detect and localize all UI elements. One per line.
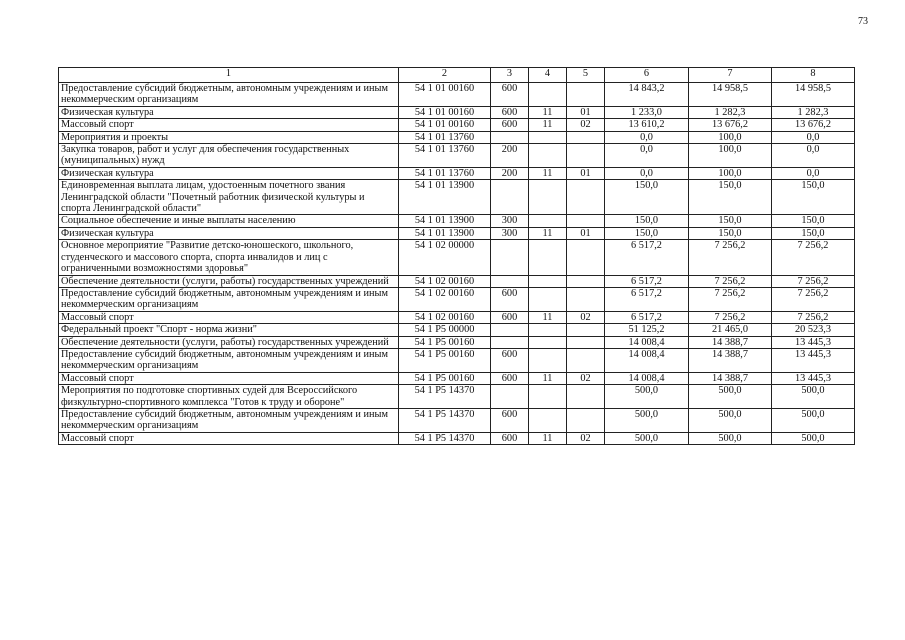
section-cell: [529, 240, 567, 275]
amount-year-3-cell: 0,0: [772, 144, 855, 168]
section-cell: 11: [529, 227, 567, 239]
section-cell: [529, 287, 567, 311]
expense-type-cell: 200: [491, 144, 529, 168]
expense-type-cell: 600: [491, 348, 529, 372]
table-row: [59, 372, 855, 384]
item-name-cell: Физическая культура: [59, 227, 399, 239]
subsection-cell: [567, 240, 605, 275]
amount-year-3-cell: 20 523,3: [772, 324, 855, 336]
amount-year-1-cell: 0,0: [605, 167, 689, 179]
expense-type-cell: 200: [491, 167, 529, 179]
subsection-cell: [567, 324, 605, 336]
section-cell: 11: [529, 167, 567, 179]
target-code-cell: 54 1 01 13900: [399, 227, 491, 239]
item-name-cell: Массовый спорт: [59, 372, 399, 384]
amount-year-1-cell: 14 008,4: [605, 348, 689, 372]
target-code-cell: 54 1 02 00000: [399, 240, 491, 275]
header-row: [59, 68, 855, 83]
amount-year-3-cell: 500,0: [772, 408, 855, 432]
amount-year-2-cell: 100,0: [689, 131, 772, 143]
table-row: [59, 311, 855, 323]
column-header: 7: [689, 68, 772, 83]
target-code-cell: 54 1 P5 00160: [399, 348, 491, 372]
expense-type-cell: 300: [491, 227, 529, 239]
target-code-cell: 54 1 01 00160: [399, 119, 491, 131]
subsection-cell: [567, 180, 605, 215]
section-cell: [529, 180, 567, 215]
amount-year-1-cell: 6 517,2: [605, 287, 689, 311]
target-code-cell: 54 1 02 00160: [399, 287, 491, 311]
column-header: 4: [529, 68, 567, 83]
amount-year-2-cell: 21 465,0: [689, 324, 772, 336]
target-code-cell: 54 1 01 13900: [399, 215, 491, 227]
amount-year-1-cell: 150,0: [605, 180, 689, 215]
item-name-cell: Массовый спорт: [59, 311, 399, 323]
section-cell: 11: [529, 432, 567, 444]
subsection-cell: [567, 83, 605, 107]
column-header: 2: [399, 68, 491, 83]
amount-year-3-cell: 1 282,3: [772, 106, 855, 118]
expense-type-cell: [491, 336, 529, 348]
amount-year-3-cell: 7 256,2: [772, 275, 855, 287]
target-code-cell: 54 1 P5 00160: [399, 372, 491, 384]
amount-year-3-cell: 13 445,3: [772, 348, 855, 372]
amount-year-3-cell: 7 256,2: [772, 240, 855, 275]
amount-year-2-cell: 1 282,3: [689, 106, 772, 118]
expense-type-cell: 600: [491, 119, 529, 131]
section-cell: 11: [529, 106, 567, 118]
table-row: [59, 83, 855, 107]
amount-year-3-cell: 0,0: [772, 131, 855, 143]
item-name-cell: Закупка товаров, работ и услуг для обеспечения государственных (муниципальных) нужд: [59, 144, 399, 168]
amount-year-1-cell: 500,0: [605, 385, 689, 409]
target-code-cell: 54 1 P5 14370: [399, 432, 491, 444]
item-name-cell: Единовременная выплата лицам, удостоенным почетного звания Ленинградской области "Почетный работник физической культуры и спорта Ленинградской области": [59, 180, 399, 215]
amount-year-2-cell: 7 256,2: [689, 311, 772, 323]
amount-year-2-cell: 500,0: [689, 385, 772, 409]
expense-type-cell: 600: [491, 287, 529, 311]
amount-year-2-cell: 7 256,2: [689, 275, 772, 287]
subsection-cell: 02: [567, 372, 605, 384]
amount-year-2-cell: 14 958,5: [689, 83, 772, 107]
amount-year-1-cell: 150,0: [605, 227, 689, 239]
amount-year-2-cell: 7 256,2: [689, 287, 772, 311]
item-name-cell: Обеспечение деятельности (услуги, работы) государственных учреждений: [59, 336, 399, 348]
column-header: 6: [605, 68, 689, 83]
subsection-cell: [567, 131, 605, 143]
amount-year-2-cell: 500,0: [689, 408, 772, 432]
subsection-cell: [567, 385, 605, 409]
table-row: [59, 119, 855, 131]
amount-year-1-cell: 1 233,0: [605, 106, 689, 118]
page-number: 73: [858, 16, 868, 27]
amount-year-2-cell: 7 256,2: [689, 240, 772, 275]
subsection-cell: 01: [567, 106, 605, 118]
amount-year-3-cell: 13 445,3: [772, 372, 855, 384]
amount-year-3-cell: 500,0: [772, 385, 855, 409]
item-name-cell: Предоставление субсидий бюджетным, автономным учреждениям и иным некоммерческим организациям: [59, 408, 399, 432]
item-name-cell: Мероприятия по подготовке спортивных судей для Всероссийского физкультурно-спортивного комплекса "Готов к труду и обороне": [59, 385, 399, 409]
expense-type-cell: [491, 385, 529, 409]
subsection-cell: [567, 408, 605, 432]
table-row: [59, 227, 855, 239]
budget-table: [58, 67, 855, 445]
section-cell: [529, 275, 567, 287]
item-name-cell: Физическая культура: [59, 106, 399, 118]
item-name-cell: Предоставление субсидий бюджетным, автономным учреждениям и иным некоммерческим организациям: [59, 287, 399, 311]
amount-year-3-cell: 7 256,2: [772, 311, 855, 323]
subsection-cell: 01: [567, 227, 605, 239]
subsection-cell: [567, 287, 605, 311]
expense-type-cell: 600: [491, 106, 529, 118]
amount-year-2-cell: 150,0: [689, 215, 772, 227]
amount-year-1-cell: 14 008,4: [605, 372, 689, 384]
column-header: 1: [59, 68, 399, 83]
section-cell: [529, 348, 567, 372]
table-row: [59, 144, 855, 168]
amount-year-1-cell: 13 610,2: [605, 119, 689, 131]
amount-year-3-cell: 13 445,3: [772, 336, 855, 348]
table-row: [59, 180, 855, 215]
expense-type-cell: 300: [491, 215, 529, 227]
table-row: [59, 131, 855, 143]
target-code-cell: 54 1 P5 14370: [399, 385, 491, 409]
item-name-cell: Обеспечение деятельности (услуги, работы) государственных учреждений: [59, 275, 399, 287]
table-row: [59, 106, 855, 118]
subsection-cell: [567, 348, 605, 372]
item-name-cell: Основное мероприятие "Развитие детско-юношеского, школьного, студенческого и массового спорта, спорта инвалидов и лиц с ограниченными возможностями здоровья": [59, 240, 399, 275]
target-code-cell: 54 1 01 13760: [399, 167, 491, 179]
amount-year-2-cell: 14 388,7: [689, 336, 772, 348]
amount-year-3-cell: 500,0: [772, 432, 855, 444]
table-row: [59, 348, 855, 372]
section-cell: [529, 336, 567, 348]
amount-year-3-cell: 150,0: [772, 227, 855, 239]
section-cell: [529, 144, 567, 168]
table-row: [59, 240, 855, 275]
subsection-cell: 02: [567, 432, 605, 444]
amount-year-1-cell: 14 008,4: [605, 336, 689, 348]
amount-year-3-cell: 0,0: [772, 167, 855, 179]
expense-type-cell: [491, 131, 529, 143]
expense-type-cell: [491, 275, 529, 287]
section-cell: [529, 215, 567, 227]
expense-type-cell: 600: [491, 83, 529, 107]
item-name-cell: Массовый спорт: [59, 119, 399, 131]
section-cell: [529, 324, 567, 336]
amount-year-2-cell: 100,0: [689, 144, 772, 168]
table-row: [59, 287, 855, 311]
subsection-cell: [567, 215, 605, 227]
section-cell: 11: [529, 372, 567, 384]
column-header: 5: [567, 68, 605, 83]
section-cell: [529, 408, 567, 432]
amount-year-3-cell: 150,0: [772, 180, 855, 215]
table-row: [59, 408, 855, 432]
target-code-cell: 54 1 01 13900: [399, 180, 491, 215]
expense-type-cell: [491, 324, 529, 336]
item-name-cell: Массовый спорт: [59, 432, 399, 444]
target-code-cell: 54 1 01 00160: [399, 83, 491, 107]
target-code-cell: 54 1 P5 00000: [399, 324, 491, 336]
amount-year-1-cell: 6 517,2: [605, 275, 689, 287]
section-cell: [529, 131, 567, 143]
expense-type-cell: 600: [491, 432, 529, 444]
target-code-cell: 54 1 P5 00160: [399, 336, 491, 348]
target-code-cell: 54 1 P5 14370: [399, 408, 491, 432]
expense-type-cell: 600: [491, 372, 529, 384]
amount-year-1-cell: 6 517,2: [605, 240, 689, 275]
section-cell: 11: [529, 119, 567, 131]
item-name-cell: Предоставление субсидий бюджетным, автономным учреждениям и иным некоммерческим организациям: [59, 83, 399, 107]
item-name-cell: Предоставление субсидий бюджетным, автономным учреждениям и иным некоммерческим организациям: [59, 348, 399, 372]
table-row: [59, 215, 855, 227]
section-cell: [529, 385, 567, 409]
item-name-cell: Мероприятия и проекты: [59, 131, 399, 143]
amount-year-3-cell: 13 676,2: [772, 119, 855, 131]
budget-table-container: [58, 67, 854, 445]
amount-year-3-cell: 150,0: [772, 215, 855, 227]
amount-year-1-cell: 500,0: [605, 432, 689, 444]
target-code-cell: 54 1 02 00160: [399, 311, 491, 323]
amount-year-1-cell: 500,0: [605, 408, 689, 432]
item-name-cell: Федеральный проект "Спорт - норма жизни": [59, 324, 399, 336]
subsection-cell: [567, 144, 605, 168]
target-code-cell: 54 1 01 13760: [399, 144, 491, 168]
amount-year-1-cell: 6 517,2: [605, 311, 689, 323]
section-cell: [529, 83, 567, 107]
amount-year-2-cell: 100,0: [689, 167, 772, 179]
expense-type-cell: 600: [491, 311, 529, 323]
target-code-cell: 54 1 01 13760: [399, 131, 491, 143]
table-row: [59, 336, 855, 348]
amount-year-3-cell: 7 256,2: [772, 287, 855, 311]
subsection-cell: 01: [567, 167, 605, 179]
subsection-cell: 02: [567, 119, 605, 131]
subsection-cell: 02: [567, 311, 605, 323]
amount-year-2-cell: 500,0: [689, 432, 772, 444]
amount-year-2-cell: 14 388,7: [689, 372, 772, 384]
expense-type-cell: [491, 180, 529, 215]
item-name-cell: Физическая культура: [59, 167, 399, 179]
table-row: [59, 275, 855, 287]
expense-type-cell: [491, 240, 529, 275]
target-code-cell: 54 1 01 00160: [399, 106, 491, 118]
amount-year-1-cell: 51 125,2: [605, 324, 689, 336]
amount-year-1-cell: 150,0: [605, 215, 689, 227]
column-header: 8: [772, 68, 855, 83]
amount-year-2-cell: 14 388,7: [689, 348, 772, 372]
item-name-cell: Социальное обеспечение и иные выплаты населению: [59, 215, 399, 227]
amount-year-1-cell: 14 843,2: [605, 83, 689, 107]
subsection-cell: [567, 336, 605, 348]
amount-year-3-cell: 14 958,5: [772, 83, 855, 107]
subsection-cell: [567, 275, 605, 287]
amount-year-2-cell: 13 676,2: [689, 119, 772, 131]
amount-year-1-cell: 0,0: [605, 131, 689, 143]
section-cell: 11: [529, 311, 567, 323]
table-row: [59, 385, 855, 409]
table-row: [59, 324, 855, 336]
amount-year-1-cell: 0,0: [605, 144, 689, 168]
column-header: 3: [491, 68, 529, 83]
amount-year-2-cell: 150,0: [689, 227, 772, 239]
expense-type-cell: 600: [491, 408, 529, 432]
table-row: [59, 167, 855, 179]
amount-year-2-cell: 150,0: [689, 180, 772, 215]
target-code-cell: 54 1 02 00160: [399, 275, 491, 287]
table-row: [59, 432, 855, 444]
